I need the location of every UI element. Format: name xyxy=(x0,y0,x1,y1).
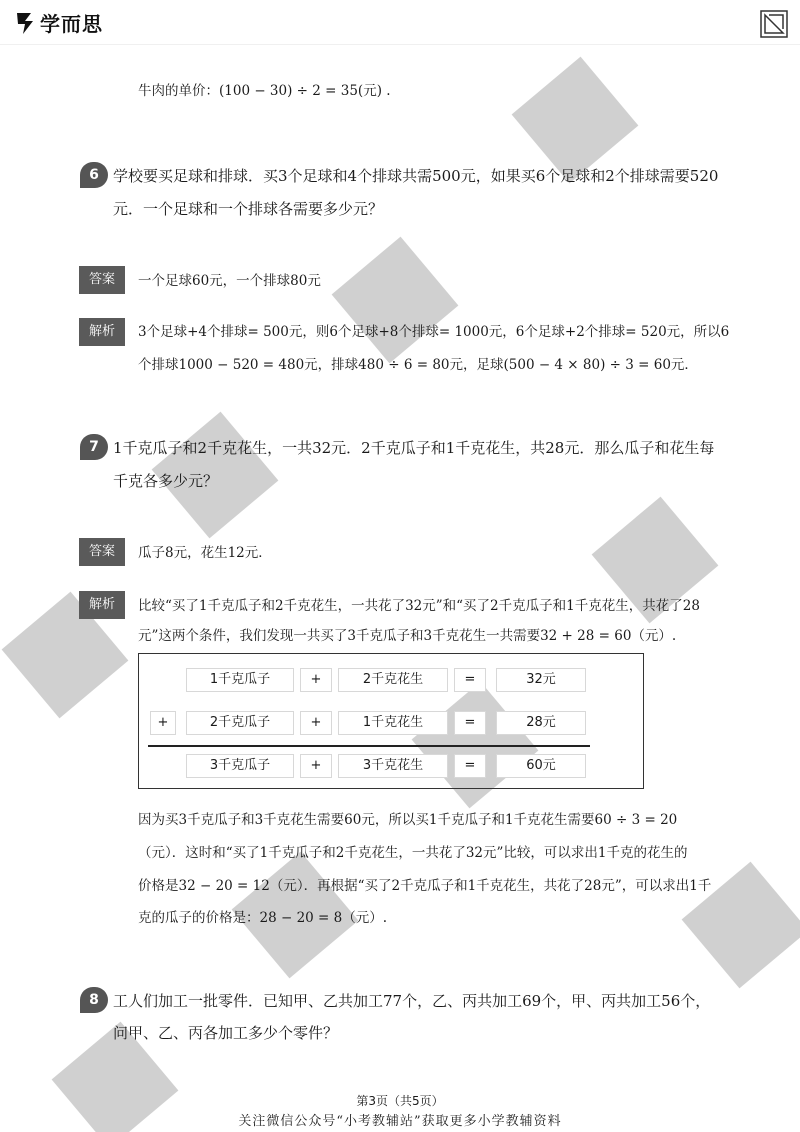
footer-note: 关注微信公众号“小考教辅站”获取更多小学教辅资料 xyxy=(238,1114,562,1129)
sum-rule-line xyxy=(148,745,590,747)
question-7-explain-line-3: 价格是32 − 20 = 12（元）．再根据“买了2千克瓜子和1千克花生，共花了28元”，可以求出1千 xyxy=(138,878,712,894)
brand-name: 学而思 xyxy=(40,12,103,36)
page-number: 第3页（共5页） xyxy=(356,1094,444,1108)
question-7-explain-line-4: 克的瓜子的价格是：28 − 20 = 8（元）. xyxy=(138,910,388,926)
question-7-explain-line-2: （元）．这时和“买了1千克瓜子和2千克花生，一共花了32元”比较，可以求出1千克的花生的 xyxy=(138,845,688,861)
question-6-analysis-line-1: 3个足球+4个排球= 500元，则6个足球+8个排球= 1000元，6个足球+2个排球= 520元，所以6 xyxy=(138,324,730,340)
answer-label: 答案 xyxy=(79,538,125,566)
question-6-answer: 一个足球60元，一个排球80元 xyxy=(138,273,321,289)
table-cell: + xyxy=(300,711,332,735)
question-number-badge: 8 xyxy=(80,987,108,1013)
table-cell: = xyxy=(454,711,486,735)
table-cell: = xyxy=(454,754,486,778)
previous-answer-line: 牛肉的单价：(100 − 30) ÷ 2 = 35(元) . xyxy=(138,83,391,99)
table-cell: 1千克花生 xyxy=(338,711,448,735)
question-number-badge: 7 xyxy=(80,434,108,460)
question-6-line-2: 元．一个足球和一个排球各需要多少元？ xyxy=(113,200,384,218)
table-cell: = xyxy=(454,668,486,692)
question-7-line-2: 千克各多少元？ xyxy=(113,472,219,490)
table-cell: 32元 xyxy=(496,668,586,692)
answer-label: 答案 xyxy=(79,266,125,294)
corner-emblem-icon xyxy=(760,10,788,38)
table-cell: 3千克花生 xyxy=(338,754,448,778)
table-cell: + xyxy=(300,754,332,778)
question-7-analysis-line-2: 元”这两个条件，我们发现一共买了3千克瓜子和3千克花生一共需要32 + 28 = 60（元）. xyxy=(138,628,677,644)
table-cell: 2千克花生 xyxy=(338,668,448,692)
question-8-line-1: 工人们加工一批零件．已知甲、乙共加工77个，乙、丙共加工69个，甲、丙共加工56个， xyxy=(113,992,711,1010)
question-6-analysis-line-2: 个排球1000 − 520 = 480元，排球480 ÷ 6 = 80元，足球(500 − 4 × 80) ÷ 3 = 60元． xyxy=(138,357,698,373)
table-cell: 28元 xyxy=(496,711,586,735)
table-cell: 3千克瓜子 xyxy=(186,754,294,778)
question-7-answer: 瓜子8元，花生12元． xyxy=(138,545,272,561)
question-7-analysis-line-1: 比较“买了1千克瓜子和2千克花生，一共花了32元”和“买了2千克瓜子和1千克花生，共花了28 xyxy=(138,598,700,614)
table-cell: + xyxy=(150,711,176,735)
question-6-line-1: 学校要买足球和排球．买3个足球和4个排球共需500元，如果买6个足球和2个排球需要520 xyxy=(113,167,719,185)
brand-logo xyxy=(14,8,103,37)
table-cell: + xyxy=(300,668,332,692)
question-8-line-2: 问甲、乙、丙各加工多少个零件？ xyxy=(113,1024,339,1042)
header-divider xyxy=(0,44,800,45)
analysis-label: 解析 xyxy=(79,591,125,619)
question-7-line-1: 1千克瓜子和2千克花生，一共32元．2千克瓜子和1千克花生，共28元．那么瓜子和花生每 xyxy=(113,439,715,457)
table-cell: 2千克瓜子 xyxy=(186,711,294,735)
table-cell: 1千克瓜子 xyxy=(186,668,294,692)
analysis-label: 解析 xyxy=(79,318,125,346)
table-cell: 60元 xyxy=(496,754,586,778)
question-7-explain-line-1: 因为买3千克瓜子和3千克花生需要60元，所以买1千克瓜子和1千克花生需要60 ÷ 3 = 20 xyxy=(138,812,678,828)
question-number-badge: 6 xyxy=(80,162,108,188)
brand-mark-icon xyxy=(14,10,36,36)
